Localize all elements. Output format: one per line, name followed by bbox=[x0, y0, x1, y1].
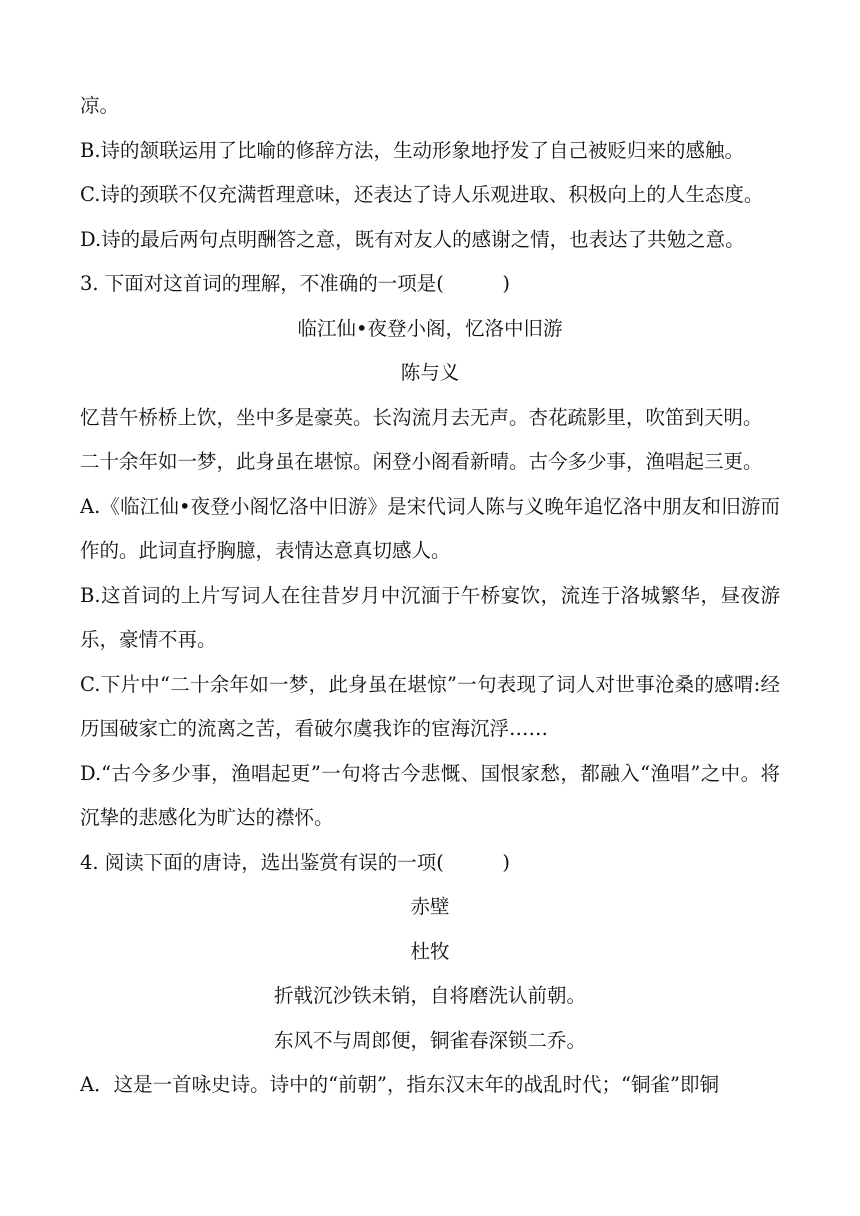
q3-option-d: D.“古今多少事，渔唱起更”一句将古今悲慨、国恨家愁，都融入“渔唱”之中。将沉挚的悲感化为旷达的襟怀。 bbox=[80, 761, 780, 829]
q3-poem-author: 陈与义 bbox=[400, 361, 460, 384]
q4-stem: 4. 阅读下面的唐诗，选出鉴赏有误的一项( ) bbox=[80, 850, 511, 874]
q4-poem-title: 赤壁 bbox=[410, 895, 450, 918]
document-page bbox=[80, 84, 780, 1108]
q4-option-a: A．这是一首咏史诗。诗中的“前朝”，指东汉末年的战乱时代；“铜雀”即铜 bbox=[80, 1073, 719, 1096]
q2-option-c: C.诗的颈联不仅充满哲理意味，还表达了诗人乐观进取、积极向上的人生态度。 bbox=[80, 183, 764, 206]
q4-poem-line-1: 折戟沉沙铁未销，自将磨洗认前朝。 bbox=[273, 984, 586, 1007]
q2-option-d: D.诗的最后两句点明酬答之意，既有对友人的感谢之情，也表达了共勉之意。 bbox=[80, 227, 745, 251]
q4-poem-line-2: 东风不与周郎便，铜雀春深锁二乔。 bbox=[273, 1028, 586, 1052]
q3-poem-line-1: 忆昔午桥桥上饮，坐中多是豪英。长沟流月去无声。杏花疏影里，吹笛到天明。 bbox=[80, 405, 763, 429]
q4-poem-author: 杜牧 bbox=[410, 939, 450, 963]
q3-poem-line-2: 二十余年如一梦，此身虽在堪惊。闲登小阁看新晴。古今多少事，渔唱起三更。 bbox=[80, 450, 763, 473]
q3-stem: 3. 下面对这首词的理解，不准确的一项是( ) bbox=[80, 272, 511, 295]
q3-option-a: A.《临江仙•夜登小阁忆洛中旧游》是宋代词人陈与义晚年追忆洛中朋友和旧游而作的。此词直抒胸臆，表情达意真切感人。 bbox=[80, 494, 780, 562]
q3-option-c: C.下片中“二十余年如一梦，此身虽在堪惊”一句表现了词人对世事沧桑的感喟:经历国破家亡的流离之苦，看破尔虞我诈的宦海沉浮…… bbox=[80, 672, 780, 740]
q3-option-b: B.这首词的上片写词人在往昔岁月中沉湎于午桥宴饮，流连于洛城繁华，昼夜游乐，豪情不再。 bbox=[80, 583, 780, 651]
q3-poem-title: 临江仙•夜登小阁，忆洛中旧游 bbox=[297, 316, 563, 340]
q2-option-b: B.诗的颔联运用了比喻的修辞方法，生动形象地抒发了自己被贬归来的感触。 bbox=[80, 138, 745, 162]
q2-option-a-tail: 凉。 bbox=[80, 94, 120, 117]
